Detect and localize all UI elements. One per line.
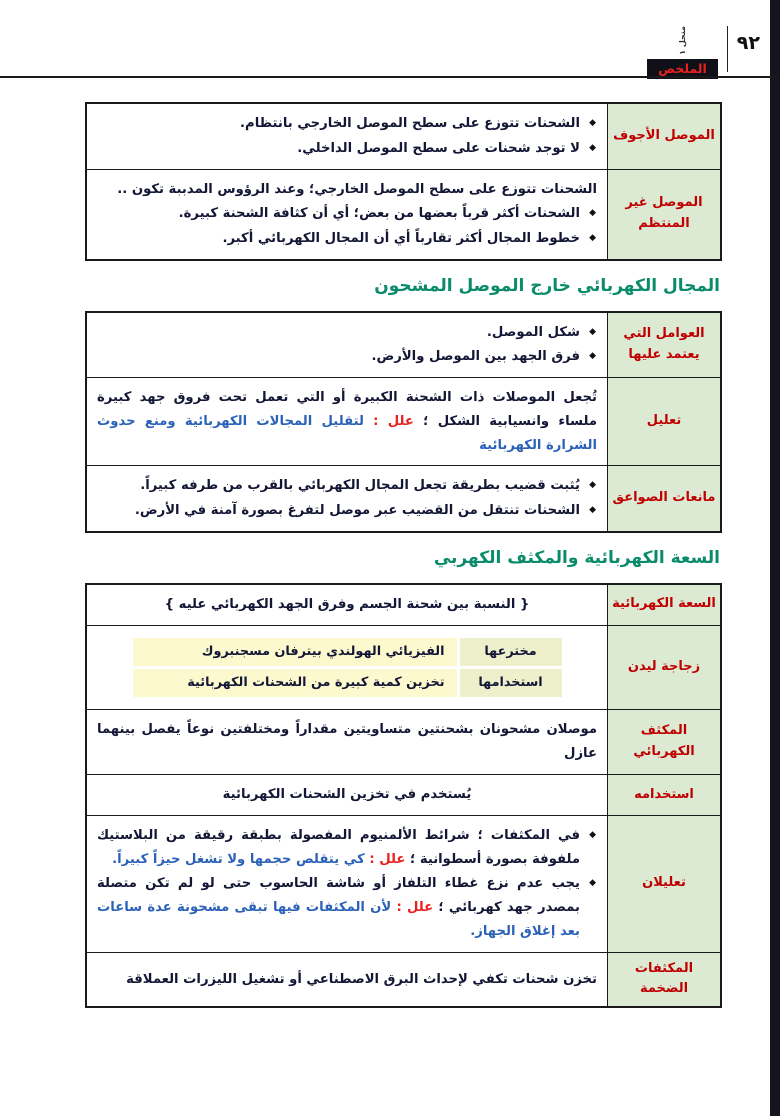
text-line (97, 345, 597, 369)
table-row (86, 625, 721, 710)
summary-table (85, 102, 722, 261)
text-segment: يُثبت قضيب بطريقة تجعل المجال الكهربائي بالقرب من طرفه كبيراً. (140, 478, 580, 494)
table-row (86, 103, 721, 169)
text-segment: لتقليل المجالات الكهربائية ومنع حدوث الشرارة الكهربائية (97, 413, 597, 453)
text-line (97, 824, 597, 872)
chapter-tab-label: منحل ١ (678, 26, 688, 55)
row-content (86, 775, 608, 816)
text-line (97, 783, 597, 807)
inner-label: مخترعها (460, 638, 562, 666)
row-content (86, 710, 608, 775)
table-row (86, 952, 721, 1007)
row-header: تعليلان (608, 815, 722, 952)
row-content (86, 169, 608, 260)
table-row (86, 584, 721, 625)
text-segment: الشحنات تنتقل من القضيب عبر موصل لتفرغ بصورة آمنة في الأرض. (134, 503, 580, 519)
summary-table (85, 583, 722, 1008)
row-header: العوامل التي يعتمد عليها (608, 312, 722, 378)
text-segment: كي يتقلص حجمها ولا تشغل حيزاً كبيراً. (112, 851, 365, 867)
text-line (97, 968, 597, 992)
row-header: المكثفات الضخمة (608, 952, 722, 1007)
text-line (97, 499, 597, 523)
bullet-icon: ◆ (589, 878, 596, 889)
bullet-icon: ◆ (589, 505, 596, 516)
text-line (97, 321, 597, 345)
text-line (97, 593, 597, 617)
text-line (97, 872, 597, 943)
bullet-icon: ◆ (589, 233, 596, 244)
leyden-inner-table (130, 635, 565, 701)
table-row (86, 312, 721, 378)
row-header: الموصل غير المنتظم (608, 169, 722, 260)
section-heading: السعة الكهربائية والمكثف الكهربي (433, 547, 720, 568)
text-segment: تُجعل الموصلات ذات الشحنة الكبيرة أو التي تعمل تحت فروق جهد كبيرة ملساء وانسيابية الشكل ؛ (97, 390, 597, 429)
bullet-icon: ◆ (589, 142, 596, 153)
table-row (86, 710, 721, 775)
text-segment: { النسبة بين شحنة الجسم وفرق الجهد الكهربائي عليه } (164, 596, 530, 612)
summary-table (85, 311, 722, 533)
text-segment: الشحنات أكثر قرباً بعضها من بعض؛ أي أن كثافة الشحنة كبيرة. (178, 206, 580, 222)
bullet-icon: ◆ (589, 208, 596, 219)
text-segment: خطوط المجال أكثر تقارباً أي أن المجال الكهربائي أكبر. (222, 231, 580, 247)
table-row (86, 169, 721, 260)
text-line (97, 386, 597, 457)
row-header: الموصل الأجوف (608, 103, 722, 169)
text-segment: علل : (363, 413, 414, 429)
inner-row (133, 638, 562, 666)
text-line (97, 474, 597, 498)
bullet-icon: ◆ (589, 480, 596, 491)
content-sections (85, 94, 722, 1022)
text-segment: علل : (364, 851, 406, 867)
bullet-icon: ◆ (589, 829, 596, 840)
text-segment: لأن المكثفات فيها تبقى مشحونة عدة ساعات بعد إغلاق الجهاز. (97, 900, 580, 939)
text-segment: الشحنات تتوزع على سطح الموصل الخارجي؛ وعند الرؤوس المدببة تكون .. (117, 181, 597, 197)
row-header: مانعات الصواعق (608, 466, 722, 532)
row-header: تعليل (608, 378, 722, 466)
row-header: المكثف الكهربائي (608, 710, 722, 775)
text-segment: تخزن شحنات تكفي لإحداث البرق الاصطناعي أو تشغيل الليزرات العملاقة (126, 971, 597, 987)
text-line (97, 112, 597, 136)
header-tabs (647, 26, 718, 79)
row-content (86, 378, 608, 466)
text-segment: شكل الموصل. (486, 324, 580, 340)
row-header: السعة الكهربائية (608, 584, 722, 625)
header-rule (0, 76, 780, 78)
row-content (86, 312, 608, 378)
row-header: استخدامه (608, 775, 722, 816)
text-segment: في المكثفات ؛ شرائط الألمنيوم المفصولة بطبقة رقيقة من البلاستيك ملفوفة بصورة أسطوانية ؛ (97, 827, 580, 867)
text-segment: علل : (391, 900, 434, 916)
summary-tab-label: الملخص (647, 59, 718, 79)
section-heading: المجال الكهربائي خارج الموصل المشحون (374, 275, 720, 296)
table-row (86, 466, 721, 532)
row-content (86, 584, 608, 625)
text-line (97, 202, 597, 226)
text-segment: يُستخدم في تخزين الشحنات الكهربائية (222, 787, 472, 803)
inner-value: تخزين كمية كبيرة من الشحنات الكهربائية (133, 669, 457, 697)
text-segment: الشحنات تتوزع على سطح الموصل الخارجي بانتظام. (240, 116, 580, 131)
page-header (647, 26, 760, 79)
row-header: زجاجة ليدن (608, 625, 722, 710)
table-row (86, 378, 721, 466)
bullet-icon: ◆ (589, 118, 596, 128)
table-row (86, 775, 721, 816)
inner-label: استخدامها (460, 669, 562, 697)
text-segment: فرق الجهد بين الموصل والأرض. (371, 349, 580, 365)
bullet-icon: ◆ (589, 326, 596, 337)
page-edge-strip (770, 0, 780, 1116)
page-number: ٩٢ (736, 32, 760, 54)
row-content (86, 625, 608, 710)
text-segment: موصلان مشحونان بشحنتين متساويتين مقداراً ومختلفتين نوعاً يفصل بينهما عازل (97, 722, 597, 762)
text-line (97, 227, 597, 251)
bullet-icon: ◆ (589, 351, 596, 362)
text-line (97, 718, 597, 766)
row-content (86, 466, 608, 532)
text-segment: لا توجد شحنات على سطح الموصل الداخلي. (297, 140, 580, 156)
text-line (97, 137, 597, 161)
table-row (86, 815, 721, 952)
inner-value: الفيزيائي الهولندي بيترفان مسجنبروك (133, 638, 457, 666)
header-divider (727, 26, 728, 72)
inner-row (133, 669, 562, 697)
row-content (86, 103, 608, 169)
row-content (86, 815, 608, 952)
text-line (97, 178, 597, 202)
row-content (86, 952, 608, 1007)
text-segment: يجب عدم نزع غطاء التلفاز أو شاشة الحاسوب حتى لو لم تكن متصلة بمصدر جهد كهربائي ؛ (97, 876, 580, 916)
